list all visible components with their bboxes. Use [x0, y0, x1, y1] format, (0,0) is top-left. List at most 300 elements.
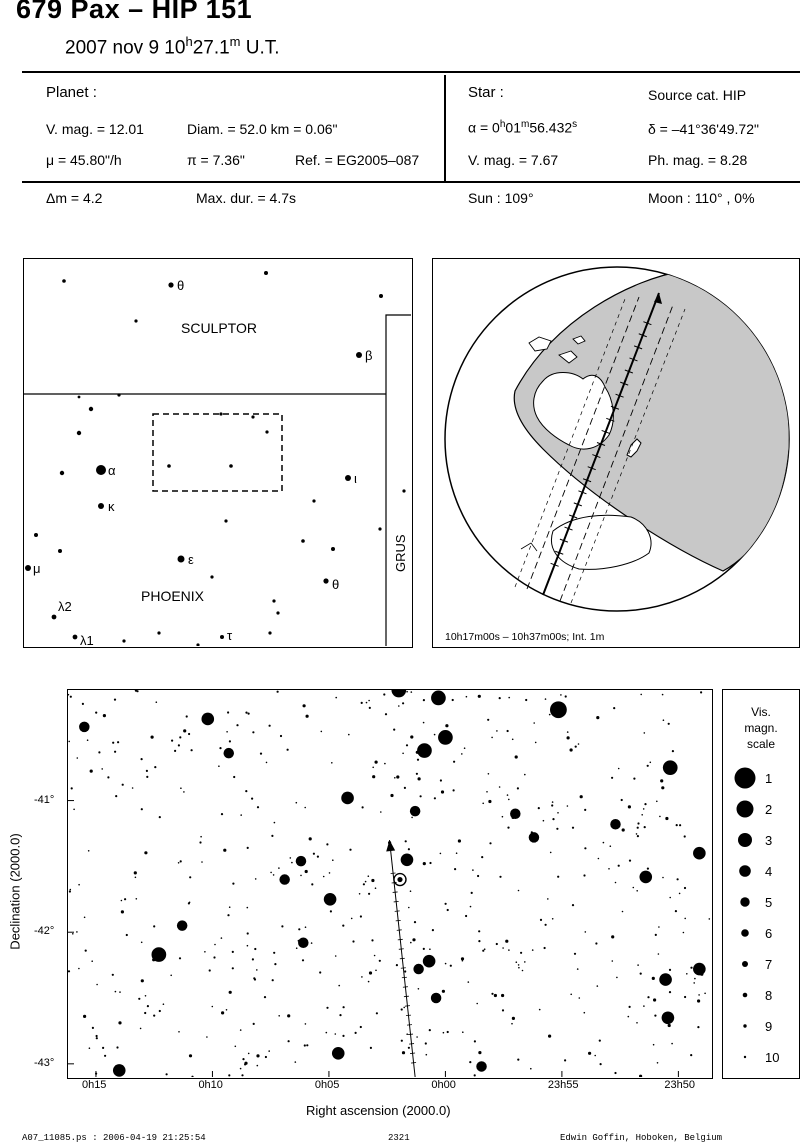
faint-star: [454, 868, 456, 870]
faint-star: [406, 691, 408, 693]
x-tick-label: 0h05: [314, 1079, 340, 1091]
star-chart-svg: [68, 690, 711, 1077]
orbit-reference: Ref. = EG2005–087: [295, 152, 420, 168]
faint-star: [616, 977, 618, 979]
faint-star: [614, 1072, 616, 1074]
star-label-theta-scl: θ: [177, 278, 185, 293]
faint-star: [489, 842, 491, 844]
faint-star: [77, 757, 79, 759]
faint-star: [474, 1040, 476, 1042]
faint-star: [652, 977, 655, 980]
faint-star: [166, 1073, 168, 1075]
faint-star: [235, 1046, 237, 1048]
faint-star: [598, 858, 600, 860]
faint-star: [317, 856, 319, 858]
faint-star: [600, 1063, 602, 1065]
faint-star: [515, 755, 518, 758]
faint-star: [379, 960, 381, 962]
faint-star: [179, 957, 181, 959]
chart-star-4: [438, 730, 453, 745]
faint-star: [470, 906, 472, 908]
faint-star: [332, 859, 334, 861]
faint-star: [458, 839, 461, 842]
faint-star: [321, 731, 323, 733]
faint-star: [329, 872, 331, 874]
faint-star: [637, 827, 639, 829]
faint-star: [394, 777, 396, 779]
faint-star: [311, 942, 313, 944]
faint-star: [639, 1075, 642, 1077]
faint-star: [683, 932, 685, 934]
faint-star: [596, 716, 599, 719]
faint-star: [426, 1054, 428, 1056]
magnitude-drop: Δm = 4.2: [46, 190, 103, 206]
faint-star: [218, 765, 220, 767]
faint-star: [257, 806, 259, 808]
faint-star: [287, 749, 289, 751]
chart-star-0: [391, 690, 406, 697]
faint-star: [468, 981, 470, 983]
faint-star: [256, 1054, 259, 1057]
legend-label-6: 6: [765, 926, 773, 941]
faint-star: [491, 737, 493, 739]
faint-star: [371, 939, 373, 941]
faint-star: [684, 918, 686, 920]
faint-star: [92, 1027, 94, 1029]
faint-star: [496, 943, 498, 945]
faint-star: [268, 1050, 270, 1052]
header-vertical-rule: [444, 75, 446, 183]
label-sculptor: SCULPTOR: [181, 320, 257, 336]
faint-star: [512, 739, 514, 741]
field-star-27: [117, 393, 120, 396]
faint-star: [653, 1044, 655, 1046]
faint-star: [644, 826, 646, 828]
faint-star: [545, 924, 547, 926]
faint-star: [351, 918, 353, 920]
faint-star: [122, 784, 124, 786]
faint-star: [494, 994, 497, 997]
faint-star: [522, 970, 524, 972]
faint-star: [408, 1047, 410, 1049]
label-grus: GRUS: [393, 534, 408, 572]
faint-star: [520, 952, 522, 954]
faint-star: [556, 828, 558, 830]
faint-star: [368, 893, 370, 895]
faint-star: [684, 887, 686, 889]
faint-star: [290, 857, 292, 859]
faint-star: [199, 841, 201, 843]
faint-star: [452, 699, 454, 701]
faint-star: [443, 1032, 445, 1034]
faint-star: [233, 776, 235, 778]
faint-star: [219, 747, 221, 749]
faint-star: [411, 691, 413, 693]
chart-star-30: [510, 808, 520, 819]
faint-star: [584, 847, 586, 849]
faint-star: [212, 1006, 214, 1008]
field-star-4: [78, 396, 81, 399]
faint-star: [296, 802, 298, 804]
faint-star: [393, 729, 395, 731]
header-top-rule: [22, 71, 800, 73]
faint-star: [107, 776, 109, 778]
legend-label-3: 3: [765, 833, 773, 848]
faint-star: [656, 801, 658, 803]
faint-star: [369, 707, 371, 709]
star-label-lambda2-phe: λ2: [58, 599, 72, 614]
faint-star: [516, 961, 518, 963]
catalog-stars: [79, 690, 706, 1077]
chart-star-2: [550, 701, 567, 718]
faint-star: [372, 767, 374, 769]
faint-star: [611, 935, 614, 938]
faint-star: [385, 713, 387, 715]
faint-star: [240, 814, 242, 816]
faint-star: [191, 749, 193, 751]
faint-star: [232, 883, 234, 885]
faint-star: [482, 950, 484, 952]
faint-star: [456, 852, 458, 854]
ra-sec: 56.432: [529, 119, 573, 136]
faint-star: [453, 789, 455, 791]
legend-label-2: 2: [765, 802, 773, 817]
faint-star: [684, 996, 686, 998]
faint-star: [406, 1033, 408, 1035]
chart-star-1: [431, 691, 446, 706]
path-tick: [409, 1044, 414, 1045]
faint-star: [567, 805, 569, 807]
faint-star: [89, 1047, 91, 1049]
path-tick: [410, 1053, 415, 1054]
faint-star: [140, 1028, 142, 1030]
faint-star: [441, 790, 444, 793]
field-star-24: [268, 631, 271, 634]
faint-star: [474, 1074, 476, 1076]
star-label-iota-phe: ι: [354, 471, 357, 486]
faint-star: [323, 876, 325, 878]
faint-star: [530, 1068, 532, 1070]
faint-star: [84, 917, 86, 919]
faint-star: [390, 794, 393, 797]
faint-star: [647, 996, 649, 998]
date-minute-unit: m: [229, 34, 241, 49]
faint-star: [214, 944, 216, 946]
faint-star: [408, 848, 410, 850]
faint-star: [104, 1055, 106, 1057]
faint-star: [402, 753, 404, 755]
faint-star: [669, 897, 671, 899]
faint-star: [335, 697, 337, 699]
faint-star: [406, 744, 408, 746]
field-star-28: [378, 527, 381, 530]
faint-star: [434, 797, 436, 799]
legend-dot-3: [738, 833, 752, 847]
chart-star-17: [413, 964, 424, 975]
field-star-26: [196, 643, 199, 646]
planet-vmag: V. mag. = 12.01: [46, 121, 144, 137]
faint-star: [232, 967, 234, 969]
faint-star: [201, 861, 203, 863]
faint-star: [396, 775, 399, 778]
legend-dot-1: [735, 768, 756, 789]
faint-star: [274, 822, 276, 824]
faint-star: [461, 957, 464, 960]
faint-star: [264, 996, 266, 998]
field-star-7: [60, 471, 64, 475]
path-tick: [395, 911, 400, 912]
star-label: Star :: [468, 84, 504, 101]
faint-star: [153, 925, 155, 927]
faint-star: [518, 967, 520, 969]
faint-star: [183, 729, 186, 732]
path-tick: [406, 1015, 411, 1016]
faint-star: [91, 960, 93, 962]
faint-star: [659, 816, 661, 818]
faint-star: [302, 959, 304, 961]
faint-star: [153, 1015, 155, 1017]
faint-star: [572, 827, 574, 829]
faint-star: [660, 779, 663, 782]
star-theta-scl: [168, 282, 173, 287]
faint-star: [348, 734, 350, 736]
faint-star: [229, 906, 231, 908]
faint-star: [690, 967, 692, 969]
star-kappa-phe: [98, 503, 104, 509]
faint-star: [171, 740, 173, 742]
faint-star: [287, 1014, 290, 1017]
faint-star: [159, 1010, 161, 1012]
faint-star: [679, 893, 681, 895]
faint-star: [359, 893, 361, 895]
path-tick: [396, 920, 401, 921]
faint-star: [145, 995, 147, 997]
faint-star: [584, 809, 586, 811]
faint-star: [247, 907, 249, 909]
faint-star: [374, 955, 376, 957]
star-chart-frame: [67, 689, 713, 1079]
faint-star: [697, 999, 700, 1002]
legend-dot-9: [743, 1024, 746, 1027]
faint-star: [126, 934, 128, 936]
faint-star: [621, 799, 623, 801]
field-star-11: [251, 415, 254, 418]
faint-star: [213, 956, 215, 958]
faint-star: [309, 837, 312, 840]
faint-star: [154, 766, 156, 768]
faint-star: [499, 876, 501, 878]
faint-star: [296, 947, 298, 949]
faint-star: [517, 787, 519, 789]
faint-star: [76, 931, 78, 933]
faint-star: [549, 714, 551, 716]
faint-star: [269, 725, 271, 727]
faint-star: [672, 750, 674, 752]
source-catalog: Source cat. HIP: [648, 87, 747, 103]
faint-star: [366, 702, 368, 704]
faint-star: [679, 824, 681, 826]
legend-label-9: 9: [765, 1019, 773, 1034]
faint-star: [101, 768, 103, 770]
faint-star: [434, 734, 436, 736]
faint-star: [423, 722, 425, 724]
faint-star: [644, 803, 646, 805]
faint-star: [517, 1059, 519, 1061]
star-label-lambda1-phe: λ1: [80, 633, 94, 646]
faint-star: [404, 970, 406, 972]
faint-star: [88, 850, 90, 852]
faint-star: [579, 997, 581, 999]
faint-star: [533, 722, 535, 724]
target-star: [397, 877, 402, 882]
faint-star: [226, 1009, 228, 1011]
x-tick-label: 23h55: [547, 1079, 579, 1091]
faint-star: [227, 711, 229, 713]
path-tick: [394, 901, 399, 902]
faint-star: [251, 798, 253, 800]
faint-star: [277, 691, 279, 693]
faint-star: [78, 884, 80, 886]
legend-title-line2: magn.: [744, 721, 778, 735]
path-tick: [408, 1034, 413, 1035]
faint-star: [618, 768, 620, 770]
chart-star-3: [201, 713, 214, 726]
faint-star: [300, 875, 302, 877]
faint-star: [376, 1012, 378, 1014]
faint-star: [352, 940, 354, 942]
star-label-alpha-phe: α: [108, 463, 116, 478]
faint-star: [484, 948, 486, 950]
faint-star: [90, 770, 93, 773]
x-tick-label: 0h10: [198, 1079, 223, 1091]
faint-star: [178, 744, 180, 746]
field-star-5: [89, 407, 93, 411]
faint-star: [418, 777, 421, 780]
faint-star: [189, 1054, 192, 1057]
faint-star: [78, 968, 80, 970]
faint-star: [410, 735, 413, 738]
star-label-tau-phe: τ: [227, 628, 233, 643]
faint-star: [170, 975, 172, 977]
faint-star: [278, 867, 280, 869]
legend-label-5: 5: [765, 895, 773, 910]
faint-star: [362, 806, 364, 808]
faint-star: [532, 949, 534, 951]
faint-star: [179, 736, 181, 738]
faint-star: [103, 714, 106, 717]
faint-star: [209, 969, 211, 971]
faint-star: [637, 964, 639, 966]
faint-star: [343, 1006, 345, 1008]
header-bottom-rule: [22, 181, 800, 183]
star-vmag: V. mag. = 7.67: [468, 152, 559, 168]
faint-star: [418, 988, 420, 990]
faint-star: [491, 993, 493, 995]
faint-star: [114, 751, 116, 753]
faint-star: [693, 982, 695, 984]
faint-star: [295, 1061, 297, 1063]
faint-star: [417, 759, 419, 761]
faint-star: [637, 822, 639, 824]
faint-star: [180, 787, 182, 789]
sun-elongation: Sun : 109°: [468, 190, 534, 206]
faint-star: [178, 862, 180, 864]
faint-star: [144, 851, 147, 854]
faint-star: [420, 795, 422, 797]
field-star-20: [210, 575, 213, 578]
faint-star: [486, 791, 488, 793]
faint-star: [499, 697, 501, 699]
chart-star-21: [476, 1061, 487, 1072]
planet-motion: μ = 45.80"/h: [46, 152, 122, 168]
faint-star: [618, 865, 620, 867]
faint-star: [698, 994, 700, 996]
chart-star-25: [296, 856, 307, 867]
faint-star: [117, 741, 119, 743]
faint-star: [298, 928, 300, 930]
field-star-2: [134, 319, 137, 322]
star-theta-phe: [323, 578, 328, 583]
faint-star: [228, 1074, 230, 1076]
faint-star: [163, 1003, 165, 1005]
field-star-17: [331, 547, 335, 551]
faint-star: [405, 840, 407, 842]
date-hour-unit: h: [185, 34, 193, 49]
chart-star-8: [693, 847, 706, 860]
faint-star: [668, 1024, 671, 1027]
faint-star: [662, 694, 664, 696]
faint-star: [663, 719, 665, 721]
faint-star: [245, 712, 247, 714]
faint-star: [71, 787, 73, 789]
faint-star: [603, 842, 605, 844]
ra-prefix: α = 0: [468, 119, 500, 136]
faint-star: [661, 786, 664, 789]
chart-star-9: [401, 854, 414, 867]
faint-star: [611, 777, 613, 779]
path-tick: [391, 873, 396, 874]
planet-label: Planet :: [46, 84, 97, 101]
star-lambda1-phe: [73, 635, 78, 640]
faint-star: [252, 731, 254, 733]
faint-star: [578, 743, 580, 745]
faint-star: [403, 1007, 405, 1009]
path-tick: [402, 977, 407, 978]
faint-star: [70, 889, 72, 891]
faint-star: [265, 1056, 267, 1058]
faint-star: [363, 883, 365, 885]
faint-star: [361, 702, 363, 704]
faint-star: [384, 763, 386, 765]
faint-star: [288, 1040, 290, 1042]
path-tick: [403, 987, 408, 988]
faint-star: [641, 814, 643, 816]
path-tick: [401, 968, 406, 969]
faint-star: [482, 803, 484, 805]
faint-star: [319, 971, 321, 973]
faint-star: [326, 843, 328, 845]
faint-star: [584, 1012, 586, 1014]
globe-time-caption: 10h17m00s – 10h37m00s; Int. 1m: [445, 631, 605, 643]
faint-star: [548, 1035, 551, 1038]
faint-star: [159, 816, 161, 818]
faint-star: [112, 974, 114, 976]
faint-star: [335, 955, 337, 957]
x-tick-label: 0h00: [431, 1079, 456, 1091]
faint-star: [565, 695, 567, 697]
faint-star: [204, 951, 206, 953]
legend-dot-2: [737, 801, 754, 818]
